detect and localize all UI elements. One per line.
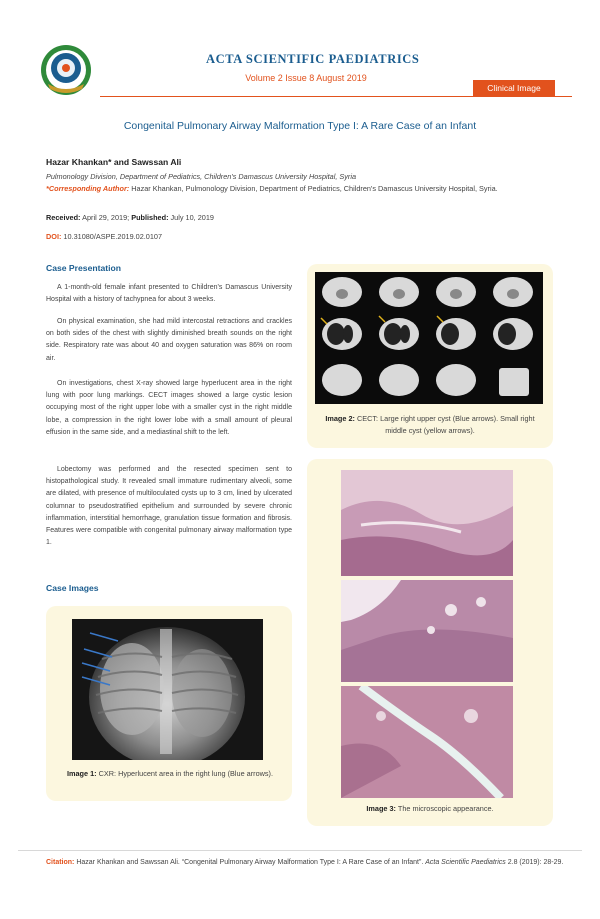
figure-1-label: Image 1: <box>66 769 97 778</box>
citation-label: Citation: <box>46 859 75 866</box>
article-dates <box>46 212 566 224</box>
chest-xray-image <box>72 619 263 760</box>
journal-logo <box>40 44 92 96</box>
header-divider <box>100 96 572 97</box>
affiliation: Pulmonology Division, Department of Pediatrics, Children's Damascus University Hospital, Syria <box>46 172 357 181</box>
doi-value[interactable]: 10.31080/ASPE.2019.02.0107 <box>61 232 163 241</box>
footer-divider <box>18 850 582 851</box>
journal-name: ACTA SCIENTIFIC PAEDIATRICS <box>206 52 420 66</box>
author-list: Hazar Khankan* and Sawssan Ali <box>46 157 182 167</box>
histology-image-3 <box>341 686 513 798</box>
doi <box>46 231 566 243</box>
figure-3-label: Image 3: <box>366 804 396 813</box>
figure-3-text: The microscopic appearance. <box>395 804 494 813</box>
figure-1-caption <box>60 768 280 780</box>
citation-tail: 2.8 (2019): 28-29. <box>505 859 564 866</box>
article-type-badge: Clinical Image <box>473 80 555 96</box>
section-heading-case-images: Case Images <box>46 583 99 593</box>
figure-1-text: CXR: Hyperlucent area in the right lung (Blue arrows). <box>96 769 274 778</box>
paragraph: Lobectomy was performed and the resected specimen sent to histopathological study. It revealed small immature rudimentary alveoli, some are dilated, with presence of multiloculated cysts up to 3 cm, lined by ulcerated columnar to pseudostratified epithelium and surrounded by severe chronic inflammation, interstitial hemorrhage, granulation tissue formation and fibrosis. Features were compatible with congenital pulmonary airway malformation type 1. <box>46 466 292 547</box>
published-label: Published: <box>131 213 169 222</box>
published-date: July 10, 2019 <box>168 213 214 222</box>
paragraph: On investigations, chest X-ray showed large hyperlucent area in the right lung with poor lung markings. CECT images showed a large cystic lesion occupying most of the right upper lobe with a smaller cyst in the right middle lobe, a compression in the right lower lobe with a small amount of pleural effusion in the same side, and a mediastinal shift to the left. <box>46 380 292 436</box>
histology-image-2 <box>341 580 513 682</box>
article-title: Congenital Pulmonary Airway Malformation Type I: A Rare Case of an Infant <box>123 120 477 132</box>
figure-2-caption <box>316 413 544 437</box>
figure-3-caption <box>320 803 540 815</box>
histology-image-1 <box>341 470 513 576</box>
received-date: April 29, 2019; <box>80 213 132 222</box>
corresponding-text: Hazar Khankan, Pulmonology Division, Department of Pediatrics, Children's Damascus University Hospital, Syria. <box>129 184 498 193</box>
ct-scan-panel-image <box>315 272 543 404</box>
corresponding-author <box>46 183 566 195</box>
paragraph: On physical examination, she had mild intercostal retractions and crackles on both sides of the chest with slightly diminished breath sounds on the right side. Respiratory rate was about 40 and oxygen saturation was 86% on room air. <box>46 318 292 362</box>
paragraph: A 1-month-old female infant presented to Children's Damascus University Hospital with a history of tachypnea for about 3 weeks. <box>46 284 292 304</box>
section-heading-case-presentation: Case Presentation <box>46 263 121 273</box>
issue-line: Volume 2 Issue 8 August 2019 <box>245 73 367 83</box>
figure-2-text: CECT: Large right upper cyst (Blue arrows). Small right middle cyst (yellow arrows). <box>354 414 535 435</box>
corresponding-label: *Corresponding Author: <box>46 184 130 193</box>
figure-2-label: Image 2: <box>325 414 355 423</box>
citation-text: Hazar Khankan and Sawssan Ali. “Congenital Pulmonary Airway Malformation Type I: A Rare Case of an Infant”. <box>74 859 426 866</box>
doi-label: DOI: <box>46 232 62 241</box>
citation-journal: Acta Scientific Paediatrics <box>425 859 506 866</box>
citation <box>46 857 566 869</box>
received-label: Received: <box>46 213 81 222</box>
